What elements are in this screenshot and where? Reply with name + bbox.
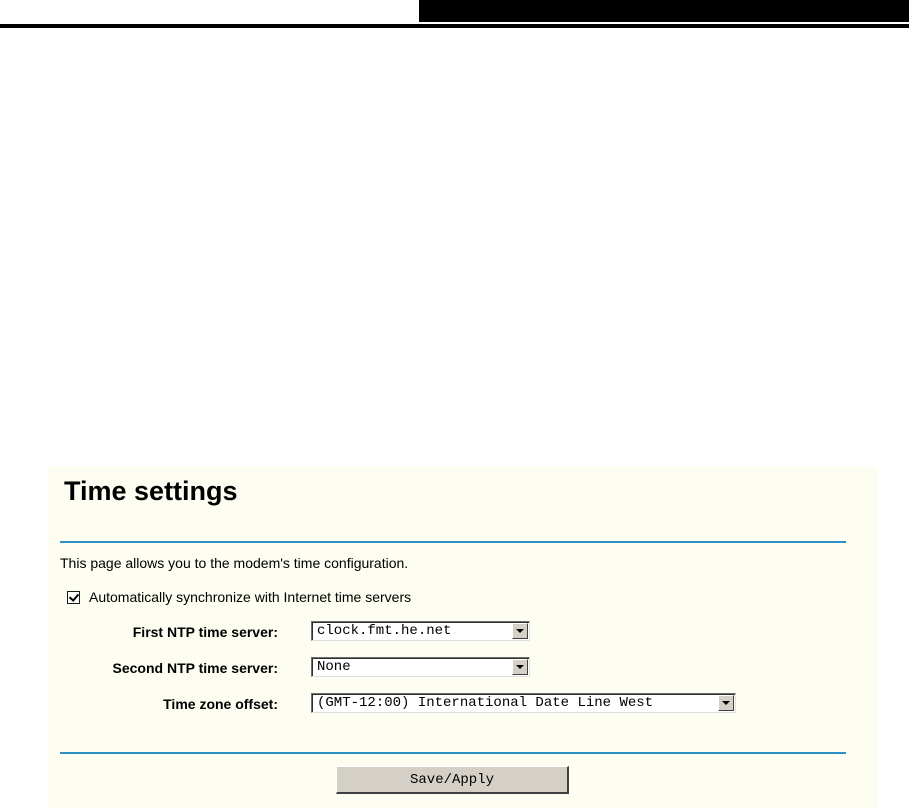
first-ntp-label: First NTP time server: — [132, 624, 278, 640]
auto-sync-label: Automatically synchronize with Internet time servers — [89, 589, 412, 605]
second-ntp-value: None — [317, 659, 351, 675]
auto-sync-row — [67, 589, 411, 605]
time-zone-label: Time zone offset: — [163, 696, 278, 712]
second-ntp-label: Second NTP time server: — [112, 660, 278, 676]
document-header-bar — [419, 0, 909, 22]
page-title: Time settings — [64, 476, 238, 506]
second-ntp-select[interactable] — [311, 657, 530, 677]
document-header-rule — [0, 24, 909, 28]
save-apply-button[interactable]: Save/Apply — [336, 766, 569, 794]
time-zone-value: (GMT-12:00) International Date Line West — [317, 695, 654, 711]
chevron-down-icon[interactable] — [718, 695, 734, 711]
page-description: This page allows you to the modem's time configuration. — [60, 555, 409, 571]
first-ntp-value: clock.fmt.he.net — [317, 623, 452, 639]
form-footer-divider — [60, 752, 846, 754]
title-divider — [60, 541, 846, 543]
time-zone-select[interactable] — [311, 693, 736, 713]
chevron-down-icon[interactable] — [512, 623, 528, 639]
chevron-down-icon[interactable] — [512, 659, 528, 675]
auto-sync-checkbox[interactable] — [67, 591, 80, 604]
first-ntp-select[interactable] — [311, 621, 530, 641]
